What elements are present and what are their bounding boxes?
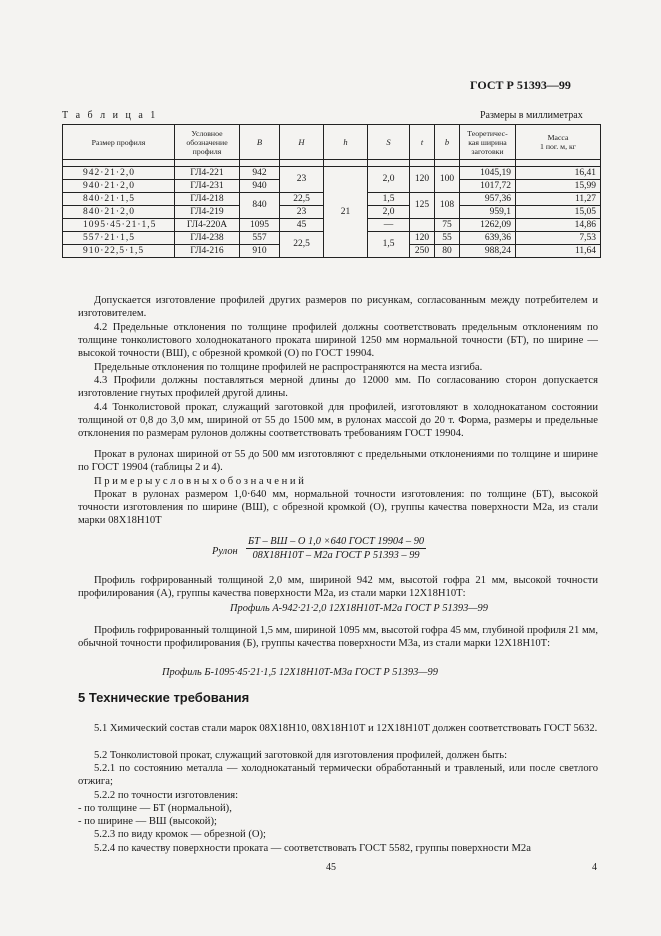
cell-size: 557·21·1,5 xyxy=(63,232,175,245)
cell-theoretical-width: 1045,19 xyxy=(460,167,516,180)
cell-mass: 11,64 xyxy=(516,245,601,258)
header-mass-line1: Масса xyxy=(547,133,569,142)
paragraph-5-2-1: 5.2.1 по состоянию металла — холоднокатаный термически обработанный и травленый, или после светлого отжига; xyxy=(78,763,598,788)
paragraph-4-2: 4.2 Предельные отклонения по толщине профилей должны соответствовать предельным отклонениям по толщине тонколистового холоднокатаного проката шириной 1250 мм нормальной точности (БТ), по ширине — высокой точности (ВШ), с обрезной кромкой (О) по ГОСТ 19904. xyxy=(78,322,598,360)
cell-designation: ГЛ4-219 xyxy=(175,206,240,219)
cell-mass: 15,05 xyxy=(516,206,601,219)
table-dimensions-note: Размеры в миллиметрах xyxy=(480,110,583,121)
cell-S: — xyxy=(368,219,410,232)
header-theor-line2: кая ширина xyxy=(468,137,507,147)
cell-H: 23 xyxy=(280,167,324,193)
cell-B: 1095 xyxy=(240,219,280,232)
cell-mass: 11,27 xyxy=(516,193,601,206)
cell-size: 840·21·1,5 xyxy=(63,193,175,206)
paragraph-5-1: 5.1 Химический состав стали марок 08Х18Н10, 08Х18Н10Т и 12Х18Н10Т должен соответствовать ГОСТ 5632. xyxy=(94,723,598,734)
paragraph-bend-note: Предельные отклонения по толщине профилей не распространяются на места изгиба. xyxy=(94,362,483,373)
cell-theoretical-width: 959,1 xyxy=(460,206,516,219)
cell-H: 22,5 xyxy=(280,232,324,258)
formula-profile-a: Профиль А-942·21·2,0 12Х18Н10Т-М2а ГОСТ Р 51393—99 xyxy=(230,603,488,614)
spacer-cell xyxy=(410,160,435,167)
cell-mass: 16,41 xyxy=(516,167,601,180)
cell-designation: ГЛ4-220А xyxy=(175,219,240,232)
cell-theoretical-width: 1262,09 xyxy=(460,219,516,232)
cell-theoretical-width: 988,24 xyxy=(460,245,516,258)
paragraph-5-2-3: 5.2.3 по виду кромок — обрезной (О); xyxy=(94,829,266,840)
table-caption: Т а б л и ц а 1 xyxy=(62,110,158,121)
cell-B: 840 xyxy=(240,193,280,219)
formula-coil-numerator: БТ – ВШ – О 1,0 ×640 ГОСТ 19904 – 90 xyxy=(248,536,425,547)
cell-H: 22,5 xyxy=(280,193,324,206)
cell-B: 942 xyxy=(240,167,280,180)
page-number-center: 45 xyxy=(326,862,336,873)
cell-theoretical-width: 1017,72 xyxy=(460,180,516,193)
list-item-thickness: - по толщине — БТ (нормальной), xyxy=(78,803,232,814)
spacer-cell xyxy=(175,160,240,167)
cell-size: 942·21·2,0 xyxy=(63,167,175,180)
formula-coil-denominator: 08Х18Н10Т – М2а ГОСТ Р 51393 – 99 xyxy=(252,550,420,561)
header-theoretical-width xyxy=(460,125,516,160)
header-designation-line3: профиля xyxy=(192,146,222,156)
spacer-cell xyxy=(324,160,368,167)
cell-t: 250 xyxy=(410,245,435,258)
cell-b: 108 xyxy=(435,193,460,219)
paragraph-example-coil: Прокат в рулонах размером 1,0·640 мм, нормальной точности изготовления: по толщине (БТ), высокой точности изготовления по ширине (ВШ), с обрезной кромкой (О), группы качества поверхности М2а, из стали марки 08Х18Н10Т xyxy=(78,489,598,527)
cell-B: 557 xyxy=(240,232,280,245)
paragraph-5-2: 5.2 Тонколистовой прокат, служащий заготовкой для изготовления профилей, должен быть: xyxy=(94,750,508,761)
header-designation-line2: обозначение xyxy=(186,137,228,147)
cell-theoretical-width: 639,36 xyxy=(460,232,516,245)
formula-profile-b: Профиль Б-1095·45·21·1,5 12Х18Н10Т-М3а ГОСТ Р 51393—99 xyxy=(162,667,438,678)
formula-coil xyxy=(246,535,426,562)
cell-t: 120 xyxy=(410,167,435,193)
section-title: 5 Технические требования xyxy=(78,690,250,705)
header-b: b xyxy=(435,125,460,160)
paragraph-coil-width: Прокат в рулонах шириной от 55 до 500 мм изготовляют с предельными отклонениями по толщине и ширине по ГОСТ 19904 (таблицы 2 и 4). xyxy=(78,449,598,474)
paragraph-4-4: 4.4 Тонколистовой прокат, служащий заготовкой для профилей, изготовляют в холоднокатаном состоянии толщиной от 0,8 до 3,0 мм, шириной от 55 до 1500 мм, в рулонах массой до 20 т. Форма, размеры и предельные отклонения по размерам рулонов должны соответствовать требованиям ГОСТ 19904. xyxy=(78,402,598,440)
cell-t: 120 xyxy=(410,232,435,245)
cell-designation: ГЛ4-238 xyxy=(175,232,240,245)
header-S: S xyxy=(368,125,410,160)
cell-mass: 14,86 xyxy=(516,219,601,232)
spacer-cell xyxy=(516,160,601,167)
spacer-cell xyxy=(63,160,175,167)
cell-B: 910 xyxy=(240,245,280,258)
header-designation-line1: Условное xyxy=(191,128,223,138)
paragraph-5-2-2: 5.2.2 по точности изготовления: xyxy=(94,790,239,801)
table-row xyxy=(63,167,601,180)
header-h: h xyxy=(324,125,368,160)
header-profile-size: Размер профиля xyxy=(63,125,175,160)
cell-mass: 15,99 xyxy=(516,180,601,193)
header-theor-line1: Теоретичес- xyxy=(467,128,508,138)
cell-designation: ГЛ4-218 xyxy=(175,193,240,206)
cell-b: 55 xyxy=(435,232,460,245)
spacer-cell xyxy=(280,160,324,167)
cell-t: 125 xyxy=(410,193,435,219)
spacer-cell xyxy=(240,160,280,167)
spacer-cell xyxy=(460,160,516,167)
cell-S: 1,5 xyxy=(368,232,410,258)
formula-coil-prefix: Рулон xyxy=(212,546,238,557)
cell-S: 2,0 xyxy=(368,167,410,193)
cell-H: 23 xyxy=(280,206,324,219)
paragraph-example-profile-1: Профиль гофрированный толщиной 2,0 мм, шириной 942 мм, высотой гофра 21 мм, высокой точности профилирования (А), группы качества поверхности М2а, из стали марки 12Х18Н10Т: xyxy=(78,575,598,600)
page-number-right: 4 xyxy=(592,862,597,873)
cell-designation: ГЛ4-221 xyxy=(175,167,240,180)
cell-designation: ГЛ4-216 xyxy=(175,245,240,258)
cell-theoretical-width: 957,36 xyxy=(460,193,516,206)
cell-h: 21 xyxy=(324,167,368,258)
spacer-cell xyxy=(368,160,410,167)
cell-S: 2,0 xyxy=(368,206,410,219)
cell-b: 75 xyxy=(435,219,460,232)
cell-size: 840·21·2,0 xyxy=(63,206,175,219)
header-mass xyxy=(516,125,601,160)
header-theor-line3: заготовки xyxy=(471,146,504,156)
header-mass-line2: 1 пог. м, кг xyxy=(540,142,576,151)
cell-size: 1095·45·21·1,5 xyxy=(63,219,175,232)
cell-designation: ГЛ4-231 xyxy=(175,180,240,193)
cell-size: 940·21·2,0 xyxy=(63,180,175,193)
header-H: H xyxy=(280,125,324,160)
cell-b: 100 xyxy=(435,167,460,193)
paragraph-4-3: 4.3 Профили должны поставляться мерной длины до 12000 мм. По согласованию сторон допускается изготовление гнутых профилей другой длины. xyxy=(78,375,598,400)
document-code: ГОСТ Р 51393—99 xyxy=(470,78,571,92)
cell-mass: 7,53 xyxy=(516,232,601,245)
spacer-cell xyxy=(435,160,460,167)
paragraph-5-2-4: 5.2.4 по качеству поверхности проката — соответствовать ГОСТ 5582, группы поверхности М2а xyxy=(94,843,531,854)
table-spacer-row xyxy=(63,160,601,167)
cell-B: 940 xyxy=(240,180,280,193)
table-header-row xyxy=(63,125,601,160)
cell-S: 1,5 xyxy=(368,193,410,206)
cell-H: 45 xyxy=(280,219,324,232)
cell-t xyxy=(410,219,435,232)
cell-size: 910·22,5·1,5 xyxy=(63,245,175,258)
header-B: B xyxy=(240,125,280,160)
profiles-table xyxy=(62,124,601,258)
cell-b: 80 xyxy=(435,245,460,258)
paragraph-other-sizes: Допускается изготовление профилей других размеров по рисункам, согласованным между потребителем и изготовителем. xyxy=(78,295,598,320)
paragraph-example-profile-2: Профиль гофрированный толщиной 1,5 мм, шириной 1095 мм, высотой гофра 45 мм, глубиной профиля 21 мм, обычной точности профилирования (Б), группы качества поверхности М3а, из стали марки 12Х18Н10Т: xyxy=(78,625,598,650)
header-t: t xyxy=(410,125,435,160)
examples-heading: П р и м е р ы у с л о в н ы х о б о з н а ч е н и й xyxy=(94,476,304,487)
header-designation xyxy=(175,125,240,160)
list-item-width: - по ширине — ВШ (высокой); xyxy=(78,816,217,827)
